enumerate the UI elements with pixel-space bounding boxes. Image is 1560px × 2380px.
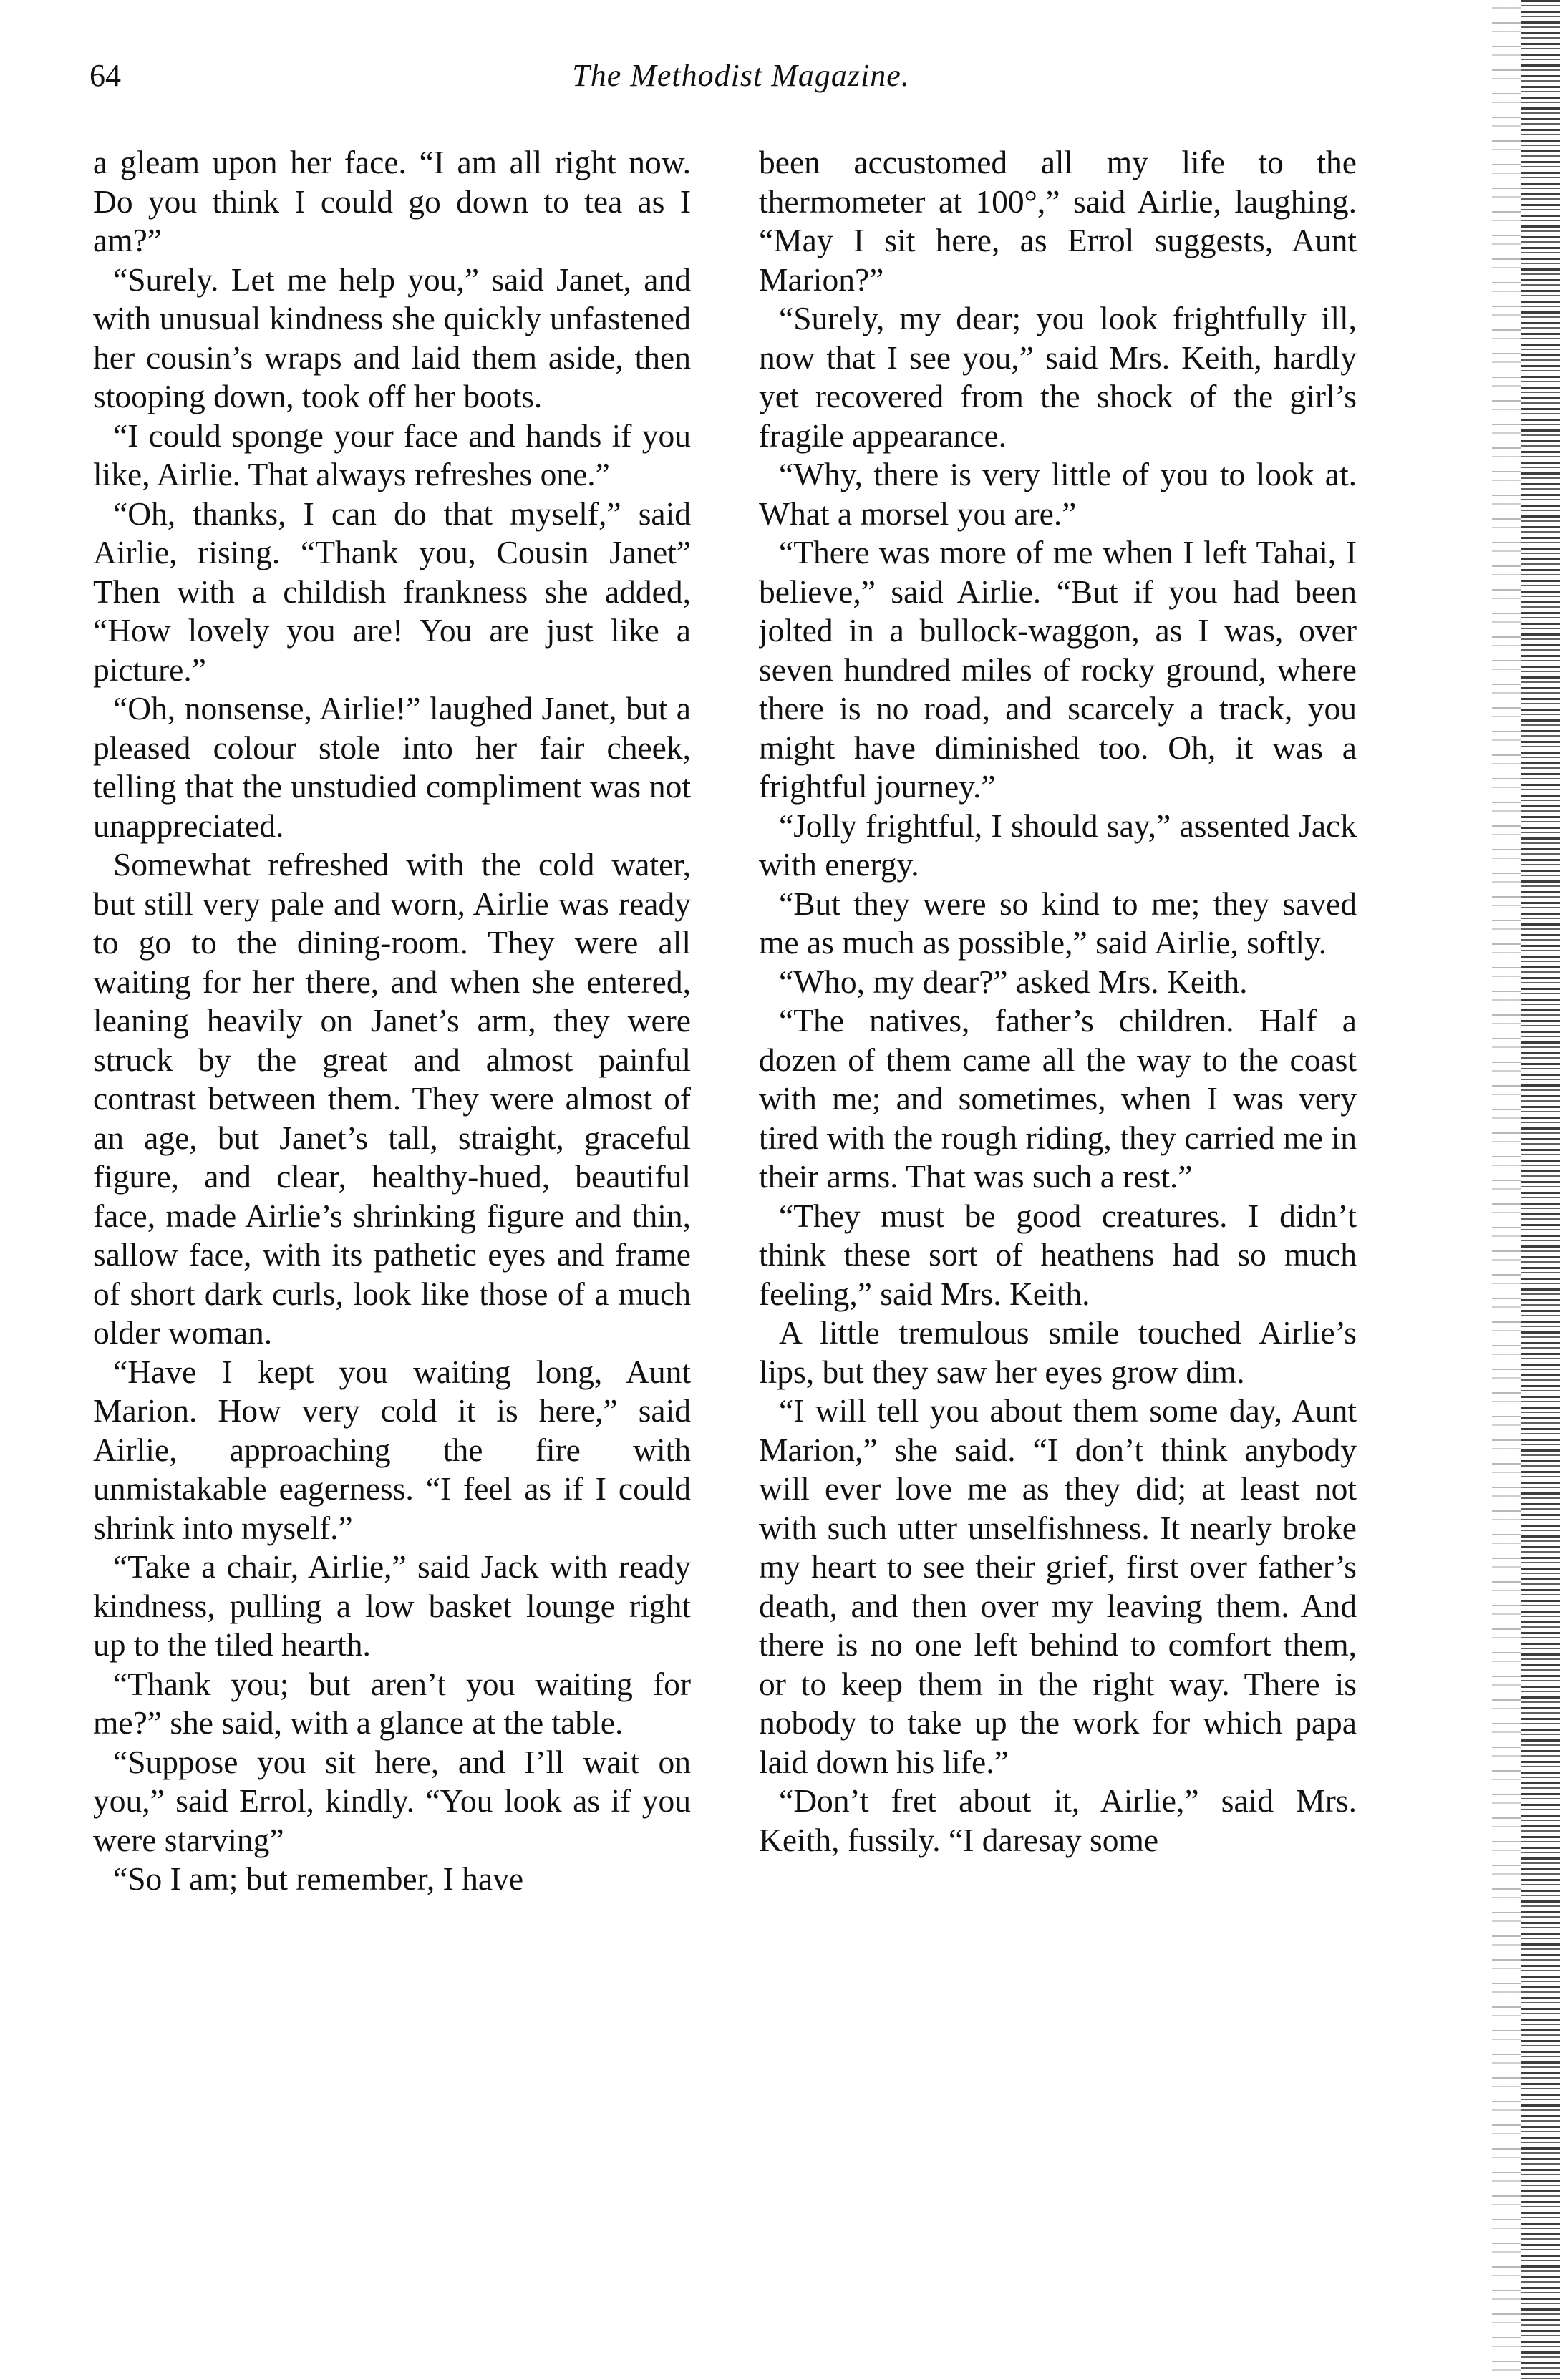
- page-header: [89, 57, 1392, 107]
- page-number: 64: [89, 58, 121, 93]
- paragraph: “Oh, thanks, I can do that myself,” said Airlie, rising. “Thank you, Cousin Janet” Then with a childish frankness she added, “How lovely you are! You are just like a picture.”: [93, 495, 691, 688]
- left-column: [93, 143, 691, 2326]
- paragraph: “Take a chair, Airlie,” said Jack with ready kindness, pulling a low basket lounge right up to the tiled hearth.: [93, 1548, 691, 1663]
- paragraph: a gleam upon her face. “I am all right now. Do you think I could go down to tea as I am?”: [93, 144, 691, 258]
- paragraph: “So I am; but remember, I have: [113, 1860, 524, 1897]
- paragraph: “There was more of me when I left Tahai, I believe,” said Airlie. “But if you had been jolted in a bullock-waggon, as I was, over seven hundred miles of rocky ground, where there is no road, and scarcely a track, you might have diminished too. Oh, it was a frightful journey.”: [759, 534, 1357, 805]
- scan-edge: [1521, 0, 1560, 2380]
- paragraph: “Surely, my dear; you look frightfully ill, now that I see you,” said Mrs. Keith, hardly yet recovered from the shock of the girl’s fragile appearance.: [759, 300, 1357, 454]
- paragraph: Somewhat refreshed with the cold water, but still very pale and worn, Airlie was ready to go to the dining-room. They were all waiting for her there, and when she entered, leaning heavily on Janet’s arm, they were struck by the great and almost painful contrast between them. They were almost of an age, but Janet’s tall, straight, graceful figure, and clear, healthy-hued, beautiful face, made Airlie’s shrinking figure and thin, sallow face, with its pathetic eyes and frame of short dark curls, look like those of a much older woman.: [93, 846, 691, 1351]
- running-title: The Methodist Magazine.: [572, 58, 910, 93]
- paragraph: “Jolly frightful, I should say,” assented Jack with energy.: [759, 807, 1357, 883]
- paragraph: “Don’t fret about it, Airlie,” said Mrs. Keith, fussily. “I daresay some: [759, 1782, 1357, 1858]
- paragraph: “I will tell you about them some day, Aunt Marion,” she said. “I don’t think anybody will ever love me as they did; at least not with such utter unselfishness. It nearly broke my heart to see their grief, first over father’s death, and then over my leaving them. And there is no one left behind to comfort them, or to keep them in the right way. There is nobody to take up the work for which papa laid down his life.”: [759, 1392, 1357, 1780]
- scan-edge-shadow: [1492, 0, 1521, 2380]
- paragraph: “But they were so kind to me; they saved me as much as possible,” said Airlie, softly.: [759, 885, 1357, 961]
- paragraph: “I could sponge your face and hands if you like, Airlie. That always refreshes one.”: [93, 417, 691, 492]
- paragraph: A little tremulous smile touched Airlie’s lips, but they saw her eyes grow dim.: [759, 1314, 1357, 1390]
- paragraph: “Surely. Let me help you,” said Janet, and with unusual kindness she quickly unfastened her cousin’s wraps and laid them aside, then stooping down, took off her boots.: [93, 261, 691, 414]
- paragraph: “Have I kept you waiting long, Aunt Marion. How very cold it is here,” said Airlie, approaching the fire with unmistakable eagerness. “I feel as if I could shrink into myself.”: [93, 1353, 691, 1546]
- paragraph: “They must be good creatures. I didn’t think these sort of heathens had so much feeling,” said Mrs. Keith.: [759, 1197, 1357, 1312]
- paragraph: “Who, my dear?” asked Mrs. Keith.: [779, 963, 1248, 1000]
- paragraph: “Suppose you sit here, and I’ll wait on you,” said Errol, kindly. “You look as if you were starving”: [93, 1743, 691, 1858]
- paragraph: “The natives, father’s children. Half a dozen of them came all the way to the coast with me; and sometimes, when I was very tired with the rough riding, they carried me in their arms. That was such a rest.”: [759, 1002, 1357, 1195]
- paragraph: “Why, there is very little of you to look at. What a morsel you are.”: [759, 456, 1357, 532]
- paragraph: been accustomed all my life to the thermometer at 100°,” said Airlie, laughing. “May I sit here, as Errol suggests, Aunt Marion?”: [759, 144, 1357, 298]
- paragraph: “Oh, nonsense, Airlie!” laughed Janet, but a pleased colour stole into her fair cheek, telling that the unstudied compliment was not unappreciated.: [93, 690, 691, 844]
- right-column: [759, 143, 1357, 2326]
- paragraph: “Thank you; but aren’t you waiting for me?” she said, with a glance at the table.: [93, 1665, 691, 1741]
